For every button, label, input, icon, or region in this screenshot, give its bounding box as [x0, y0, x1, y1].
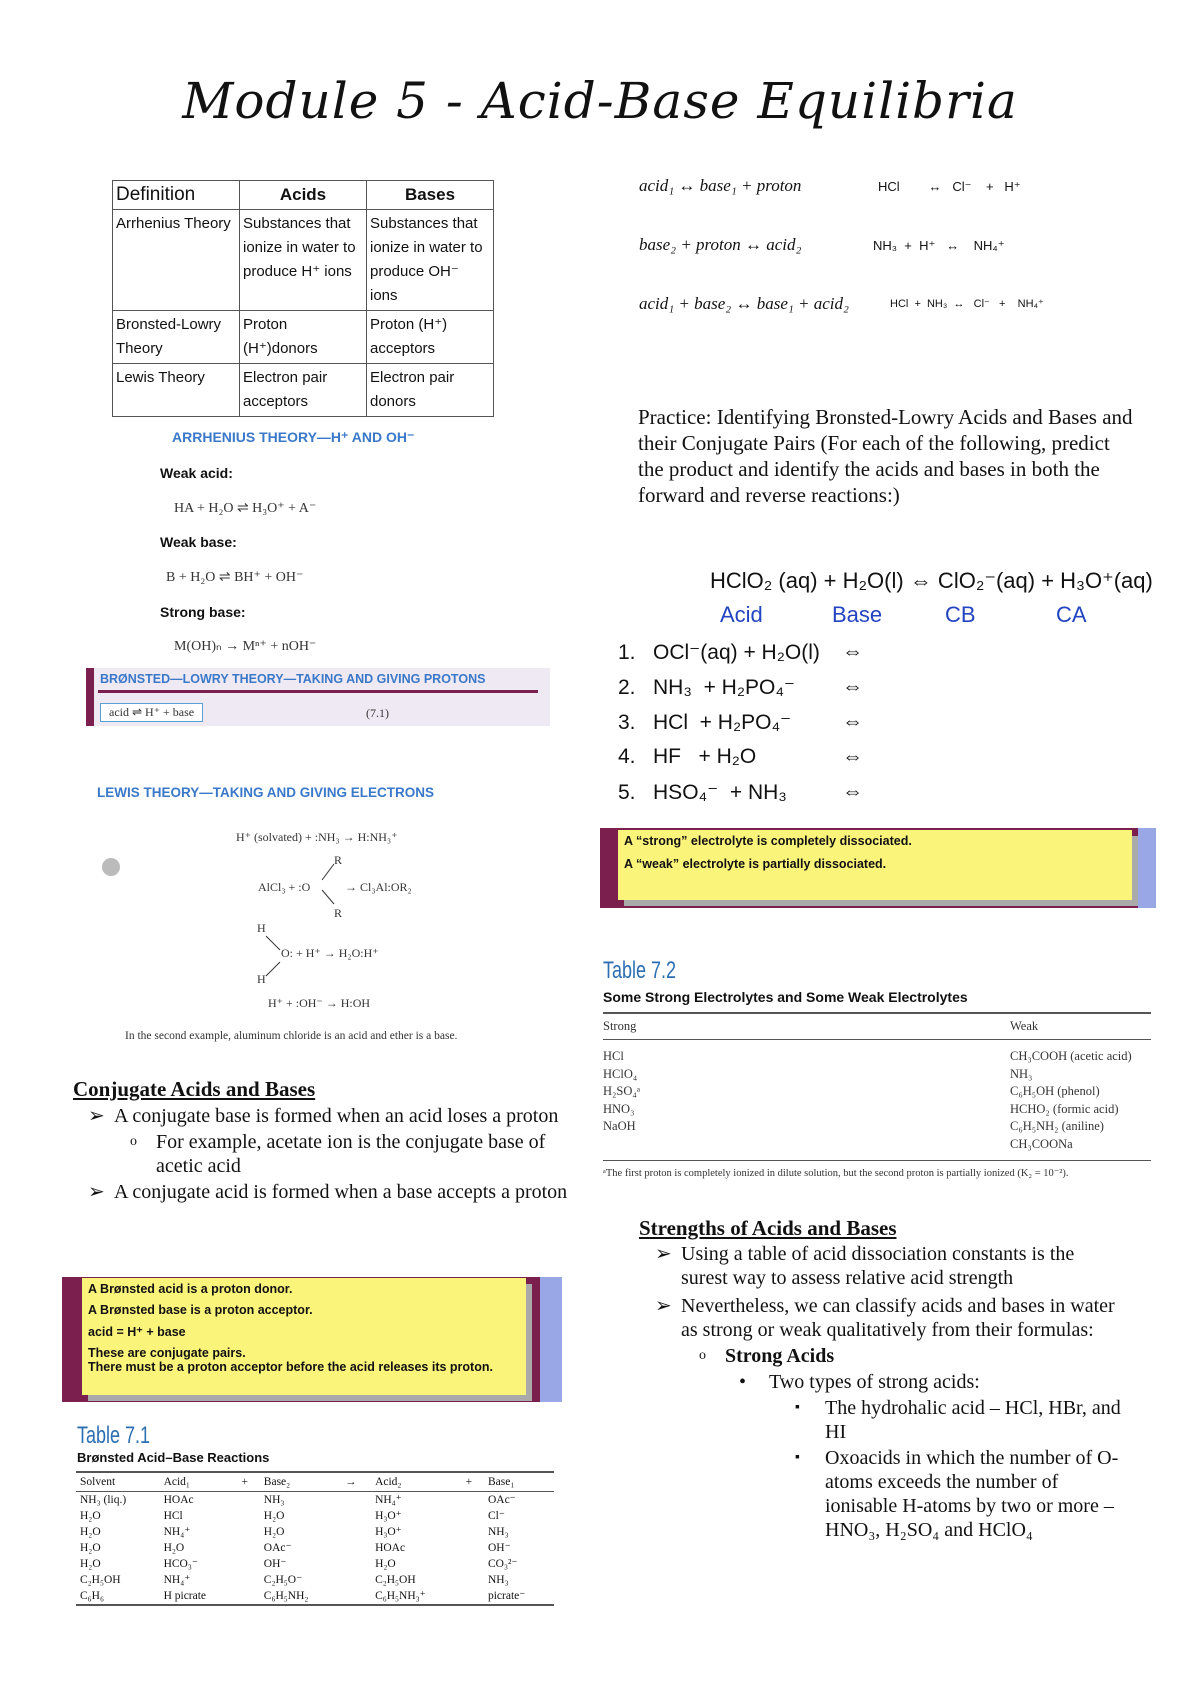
equilibrium-arrow-icon: ⇔ — [842, 745, 863, 768]
lewis-eq2-left: AlCl₃ + :O — [258, 880, 311, 894]
bond-line — [322, 890, 334, 904]
conjugate-heading: Conjugate Acids and Bases — [73, 1077, 316, 1101]
weak-acid-label: Weak acid: — [160, 465, 233, 481]
table72-bottom-rule — [603, 1160, 1151, 1161]
table-cell: picrate⁻ — [484, 1588, 554, 1605]
practice-item: 5. HSO₄⁻ + NH₃ — [618, 781, 787, 804]
table71-title: Table 7.1 — [77, 1422, 151, 1449]
equilibrium-arrow-icon: ⇔ — [842, 710, 863, 733]
lewis-heading: LEWIS THEORY—TAKING AND GIVING ELECTRONS — [97, 785, 435, 800]
bond-line — [266, 936, 280, 950]
list-item: C₆H₅NH₂ (aniline) — [1010, 1119, 1104, 1133]
lewis-r-bottom: R — [334, 906, 343, 920]
table-cell: H₂O — [80, 1510, 101, 1522]
table-header: Acid₂ — [371, 1472, 462, 1492]
table-row — [76, 1588, 554, 1605]
table-cell: Electron pair acceptors — [240, 364, 367, 417]
table71-body — [76, 1492, 554, 1606]
box-line: A Brønsted base is a proton acceptor. — [88, 1303, 313, 1317]
table-row — [76, 1492, 554, 1509]
example-equation: HCl ↔ Cl⁻ + H⁺ — [878, 179, 1021, 194]
square-bullet-icon: ▪ — [795, 1400, 800, 1415]
table-row — [76, 1508, 554, 1524]
arrow-bullet-icon: ➢ — [88, 1105, 105, 1127]
table-cell — [341, 1588, 371, 1605]
circle-bullet-icon: o — [699, 1348, 706, 1363]
strong-electrolytes — [603, 1048, 640, 1136]
box-line: A Brønsted acid is a proton donor. — [88, 1282, 293, 1296]
arrhenius-heading: ARRHENIUS THEORY—H⁺ AND OH⁻ — [172, 429, 415, 445]
dot-bullet-icon: • — [739, 1371, 747, 1393]
table-cell: NH₃ — [487, 1574, 509, 1586]
table-cell — [237, 1492, 259, 1509]
table-cell — [237, 1540, 259, 1556]
table-row — [76, 1540, 554, 1556]
definition-table — [112, 180, 494, 417]
table72-footnote: ᵃThe first proton is completely ionized in dilute solution, but the second proton is partially ionized (K₂ = 10⁻²). — [603, 1168, 1069, 1179]
box-line: A “strong” electrolyte is completely dissociated. — [624, 834, 912, 848]
list-item — [655, 1294, 1125, 1342]
bronsted-definition-box — [82, 1278, 526, 1395]
list-item-text: Strong Acids — [725, 1345, 835, 1367]
table72-top-rule — [603, 1012, 1151, 1014]
list-item: HNO₃ — [603, 1101, 635, 1116]
table-header: Base₂ — [260, 1472, 341, 1492]
table-row — [76, 1524, 554, 1540]
table-cell: H₂O — [80, 1526, 101, 1538]
table-cell — [462, 1556, 484, 1572]
strong-base-label: Strong base: — [160, 604, 246, 620]
label-base: Base — [832, 602, 883, 627]
table-cell: C₂H₅OH — [80, 1574, 121, 1586]
lewis-r-top: R — [334, 853, 343, 867]
lewis-eq2-right: → Cl₃Al:OR₂ — [345, 880, 412, 894]
table-cell: NH₃ — [487, 1526, 509, 1538]
table-cell: C₂H₅OH — [375, 1574, 416, 1586]
list-item: H₂SO₄ᵃ — [603, 1084, 641, 1098]
list-item — [88, 1104, 568, 1128]
practice-item: 4. HF + H₂O — [618, 745, 757, 768]
list-item: CH₃COOH (acetic acid) — [1010, 1049, 1132, 1063]
table-header: + — [462, 1472, 484, 1492]
lewis-h-bottom: H — [257, 972, 266, 986]
table71 — [76, 1471, 554, 1606]
list-item — [655, 1344, 1125, 1368]
box-line: A “weak” electrolyte is partially dissociated. — [624, 857, 887, 871]
list-item — [655, 1396, 1125, 1444]
bronsted-banner — [86, 668, 550, 726]
table-cell: HCl — [163, 1510, 183, 1522]
box-line: acid = H⁺ + base — [88, 1325, 186, 1339]
label-ca: CA — [1056, 602, 1087, 627]
definition-header: Definition — [113, 181, 240, 210]
list-item — [88, 1130, 568, 1178]
list-item: NaOH — [603, 1119, 636, 1133]
table-cell: C₆H₅NH₃⁺ — [371, 1588, 462, 1605]
table-cell: Electron pair donors — [367, 364, 494, 417]
table-cell — [237, 1588, 259, 1605]
table-cell: H₃O⁺ — [375, 1526, 402, 1538]
list-item-text: Two types of strong acids: — [769, 1371, 980, 1393]
lewis-eq1: H⁺ (solvated) + :NH₃ → H:NH₃⁺ — [236, 830, 398, 844]
table-cell — [237, 1556, 259, 1572]
table-header: Acid₁ — [160, 1472, 238, 1492]
bronsted-banner-heading: BRØNSTED—LOWRY THEORY—TAKING AND GIVING PROTONS — [100, 672, 486, 686]
bullet-dot-icon — [102, 858, 120, 876]
table72-caption: Some Strong Electrolytes and Some Weak Electrolytes — [603, 989, 968, 1005]
table-cell: NH₃ — [263, 1494, 285, 1506]
list-item — [655, 1446, 1125, 1542]
label-cb: CB — [945, 602, 976, 627]
table72-header-rule — [603, 1039, 1151, 1040]
table-cell: C₆H₅NH₂ — [260, 1588, 341, 1605]
list-item-text: Using a table of acid dissociation constants is the surest way to assess relative acid strength — [681, 1243, 1075, 1289]
table-cell: OAc⁻ — [487, 1494, 516, 1506]
strong-base-equation: M(OH)ₙ → Mⁿ⁺ + nOH⁻ — [174, 639, 317, 654]
definition-table-wrap — [112, 180, 494, 417]
table-cell — [341, 1492, 371, 1509]
acids-header: Acids — [240, 181, 367, 210]
square-bullet-icon: ▪ — [795, 1450, 800, 1465]
table-row — [76, 1556, 554, 1572]
table-cell: OH⁻ — [487, 1542, 511, 1554]
list-item: CH₃COONa — [1010, 1136, 1073, 1151]
practice-item: 3. HCl + H₂PO₄⁻ — [618, 711, 792, 734]
table-cell — [341, 1524, 371, 1540]
electrolyte-box-edge — [1138, 828, 1156, 908]
table-header: Base₁ — [484, 1472, 554, 1492]
table-cell: C₆H₆ — [76, 1588, 160, 1605]
list-item-text: For example, acetate ion is the conjugate base of acetic acid — [156, 1131, 546, 1177]
list-item-text: The hydrohalic acid – HCl, HBr, and HI — [825, 1397, 1121, 1443]
strengths-heading: Strengths of Acids and Bases — [639, 1216, 897, 1240]
list-item — [88, 1180, 568, 1204]
page-title: Module 5 - Acid-Base Equilibria — [182, 72, 1018, 130]
practice-example-equation: HClO₂ (aq) + H₂O(l) ⇔ ClO₂⁻(aq) + H₃O⁺(aq) — [710, 568, 1153, 593]
table-header: + — [237, 1472, 259, 1492]
list-item-text: A conjugate acid is formed when a base accepts a proton — [114, 1181, 568, 1203]
table71-wrap — [76, 1471, 554, 1606]
table-cell — [341, 1556, 371, 1572]
table-cell — [462, 1572, 484, 1588]
table-header: Solvent — [76, 1472, 160, 1492]
list-item-text: Oxoacids in which the number of O-atoms exceeds the number of ionisable H-atoms by two or more – HNO₃, H₂SO₄ and HClO₄ — [825, 1447, 1119, 1541]
list-item: C₆H₅OH (phenol) — [1010, 1084, 1100, 1098]
list-item: HCHO₂ (formic acid) — [1010, 1101, 1119, 1116]
table-cell: Proton (H⁺)donors — [240, 311, 367, 364]
table-cell: NH₄⁺ — [163, 1574, 191, 1586]
table-cell: Arrhenius Theory — [113, 210, 240, 311]
table-cell — [462, 1524, 484, 1540]
weak-acid-equation: HA + H₂O ⇌ H₃O⁺ + A⁻ — [174, 501, 317, 516]
table71-caption: Brønsted Acid–Base Reactions — [77, 1450, 270, 1465]
table-cell: H₂O — [375, 1558, 396, 1570]
bases-header: Bases — [367, 181, 494, 210]
example-equation: HCl + NH₃ ↔ Cl⁻ + NH₄⁺ — [890, 298, 1044, 310]
practice-item: 2. NH₃ + H₂PO₄⁻ — [618, 676, 795, 699]
table-cell: NH₄⁺ — [163, 1526, 191, 1538]
lewis-eq4: H⁺ + :OH⁻ → H:OH — [268, 996, 371, 1010]
table72-header-strong: Strong — [603, 1019, 637, 1033]
table-cell: HOAc — [163, 1494, 194, 1506]
table-header: → — [341, 1472, 371, 1492]
table-cell — [462, 1588, 484, 1605]
list-item-text: Nevertheless, we can classify acids and bases in water as strong or weak qualitatively from their formulas: — [681, 1295, 1115, 1341]
list-item: HCl — [603, 1049, 624, 1063]
table-cell: H₂O — [263, 1510, 285, 1522]
table-cell: OH⁻ — [263, 1558, 287, 1570]
practice-item: 1. OCl⁻(aq) + H₂O(l) — [618, 641, 820, 664]
list-item: HClO₄ — [603, 1066, 638, 1081]
arrow-bullet-icon: ➢ — [655, 1243, 672, 1265]
table-cell: Substances that ionize in water to produce H⁺ ions — [240, 210, 367, 311]
table-cell: Lewis Theory — [113, 364, 240, 417]
electrolyte-box — [618, 830, 1132, 900]
table-cell: Cl⁻ — [487, 1510, 505, 1522]
generic-equation: acid₁ + base₂ ↔ base₁ + acid₂ — [639, 294, 849, 313]
bond-line — [322, 864, 334, 880]
table-cell — [341, 1572, 371, 1588]
equilibrium-arrow-icon: ⇔ — [842, 780, 863, 803]
conjugate-list — [88, 1104, 568, 1204]
example-equation: NH₃ + H⁺ ↔ NH₄⁺ — [873, 238, 1005, 253]
table72-header-weak: Weak — [1010, 1019, 1039, 1033]
generic-equation: base₂ + proton ↔ acid₂ — [639, 235, 802, 254]
list-item — [655, 1242, 1125, 1290]
equation-number: (7.1) — [366, 706, 389, 720]
table-cell: H picrate — [160, 1588, 238, 1605]
weak-base-equation: B + H₂O ⇌ BH⁺ + OH⁻ — [166, 570, 304, 585]
practice-text: Practice: Identifying Bronsted-Lowry Acids and Bases and their Conjugate Pairs (For each of the following, predict the product and identify the acids and bases in both the forward and reverse reactions:) — [638, 405, 1133, 507]
lewis-h-top: H — [257, 921, 266, 935]
arrow-bullet-icon: ➢ — [88, 1181, 105, 1203]
table-row — [76, 1572, 554, 1588]
table-cell: H₃O⁺ — [375, 1510, 402, 1522]
table-cell: HOAc — [375, 1542, 406, 1554]
bronsted-equation-box: acid ⇌ H⁺ + base — [100, 703, 203, 722]
table-cell: H₂O — [80, 1558, 101, 1570]
label-acid: Acid — [720, 602, 763, 627]
list-item: NH₃ — [1010, 1066, 1033, 1081]
list-item-text: A conjugate base is formed when an acid loses a proton — [114, 1105, 559, 1127]
list-item — [655, 1370, 1125, 1394]
strengths-list — [655, 1242, 1125, 1542]
table-cell — [341, 1540, 371, 1556]
table-cell — [341, 1508, 371, 1524]
equilibrium-arrow-icon: ⇔ — [842, 675, 863, 698]
table-cell: H₂O — [263, 1526, 285, 1538]
table-cell — [462, 1508, 484, 1524]
arrow-bullet-icon: ➢ — [655, 1295, 672, 1317]
bronsted-box-edge — [540, 1277, 562, 1402]
table-cell: Proton (H⁺) acceptors — [367, 311, 494, 364]
table-cell: H₂O — [163, 1542, 185, 1554]
table-cell: CO₃²⁻ — [487, 1558, 518, 1570]
table-cell: H₂O — [80, 1542, 101, 1554]
equilibrium-arrow-icon: ⇔ — [842, 640, 863, 663]
bond-line — [266, 962, 280, 976]
banner-rule — [98, 690, 538, 693]
table-cell: NH₃ (liq.) — [80, 1494, 127, 1506]
table-cell: C₂H₅O⁻ — [263, 1574, 303, 1586]
table-cell: Substances that ionize in water to produce OH⁻ ions — [367, 210, 494, 311]
generic-equation: acid₁ ↔ base₁ + proton — [639, 176, 802, 195]
lewis-eq3: O: + H⁺ → H₂O:H⁺ — [281, 946, 379, 960]
table-cell: Bronsted-Lowry Theory — [113, 311, 240, 364]
table-cell — [237, 1572, 259, 1588]
table-cell: OAc⁻ — [263, 1542, 292, 1554]
lewis-caption: In the second example, aluminum chloride is an acid and ether is a base. — [125, 1030, 458, 1042]
weak-electrolytes — [1010, 1048, 1132, 1153]
table-cell — [462, 1540, 484, 1556]
table-cell — [237, 1508, 259, 1524]
table-cell — [237, 1524, 259, 1540]
box-line: These are conjugate pairs. — [88, 1346, 246, 1360]
table-cell: NH₄⁺ — [375, 1494, 402, 1506]
weak-base-label: Weak base: — [160, 534, 237, 550]
table72-title: Table 7.2 — [603, 957, 677, 984]
table-cell: HCO₃⁻ — [163, 1558, 198, 1570]
box-line: There must be a proton acceptor before the acid releases its proton. — [88, 1360, 493, 1374]
lewis-bonds — [310, 862, 340, 906]
table-cell — [462, 1492, 484, 1509]
circle-bullet-icon: o — [130, 1134, 137, 1149]
